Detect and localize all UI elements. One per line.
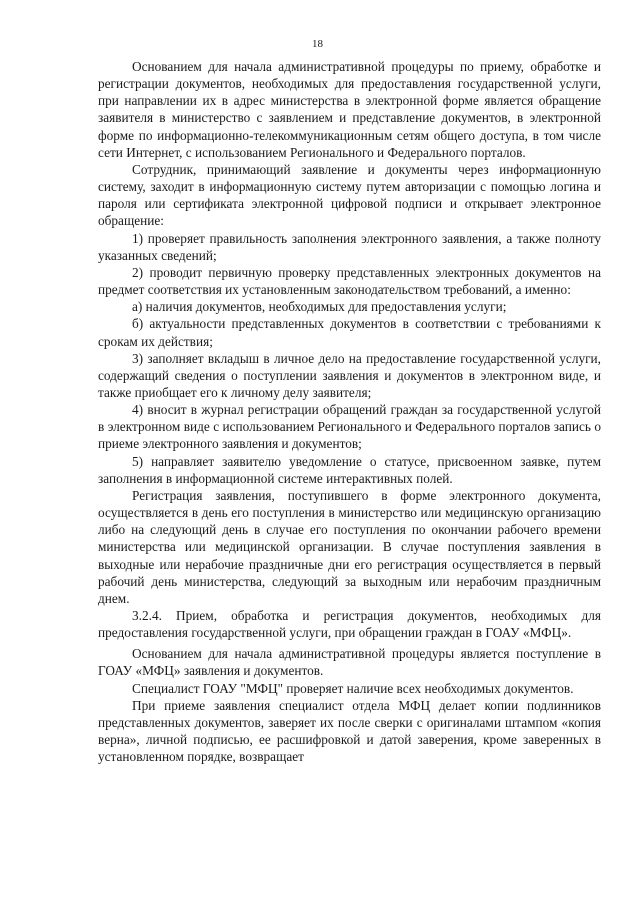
- paragraph: Основанием для начала административной процедуры является поступление в ГОАУ «МФЦ» заявления и документов.: [98, 646, 601, 679]
- list-item: 5) направляет заявителю уведомление о статусе, присвоенном заявке, путем заполнения в информационной системе интерактивных полей.: [98, 453, 601, 486]
- document-body: [98, 58, 601, 765]
- list-item: 4) вносит в журнал регистрации обращений граждан за государственной услугой в электронном виде с использованием Регионального и Федерального порталов запись о приеме электронного заявления и документов;: [98, 402, 601, 452]
- list-item: 2) проводит первичную проверку представленных электронных документов на предмет соответствия их установленным законодательством требований, а именно:: [98, 264, 601, 298]
- paragraph: Сотрудник, принимающий заявление и документы через информационную систему, заходит в информационную систему путем авторизации с помощью логина и пароля или сертификата электронной цифровой подписи и открывает электронное обращение:: [98, 161, 601, 229]
- list-item: 1) проверяет правильность заполнения электронного заявления, а также полноту указанных сведений;: [98, 230, 601, 263]
- list-item: а) наличия документов, необходимых для предоставления услуги;: [132, 299, 507, 315]
- paragraph: Специалист ГОАУ "МФЦ" проверяет наличие всех необходимых документов.: [132, 680, 574, 696]
- paragraph: Основанием для начала административной процедуры по приему, обработке и регистрации документов, необходимых для предоставления государственной услуги, при направлении их в адрес министерства в электронной форме является обращение заявителя в министерство с заявлением и представление документов, в электронной форме по информационно-телекоммуникационным сетям общего доступа, в том числе сети Интернет, с использованием Регионального и Федерального порталов.: [98, 59, 601, 160]
- list-item: б) актуальности представленных документов в соответствии с требованиями к срокам их действия;: [98, 316, 601, 349]
- list-item: 3) заполняет вкладыш в личное дело на предоставление государственной услуги, содержащий сведения о поступлении заявления и документов в электронном виде, и также приобщает его к личному делу заявителя;: [98, 350, 601, 400]
- section-heading: 3.2.4. Прием, обработка и регистрация документов, необходимых для предоставления государственной услуги, при обращении граждан в ГОАУ «МФЦ».: [98, 608, 601, 641]
- page-number: 18: [312, 38, 323, 50]
- paragraph: Регистрация заявления, поступившего в форме электронного документа, осуществляется в день его поступления в министерство или медицинскую организацию либо на следующий день в случае его поступления по окончании рабочего времени министерства или медицинской организации. В случае поступления заявления в выходные или нерабочие праздничные дни его регистрация осуществляется в первый рабочий день министерства, следующий за выходным или нерабочим праздничным днем.: [98, 487, 601, 606]
- paragraph: При приеме заявления специалист отдела МФЦ делает копии подлинников представленных документов, заверяет их после сверки с оригиналами штампом «копия верна», личной подписью, ее расшифровкой и датой заверения, кроме заверенных в установленном порядке, возвращает: [98, 697, 601, 765]
